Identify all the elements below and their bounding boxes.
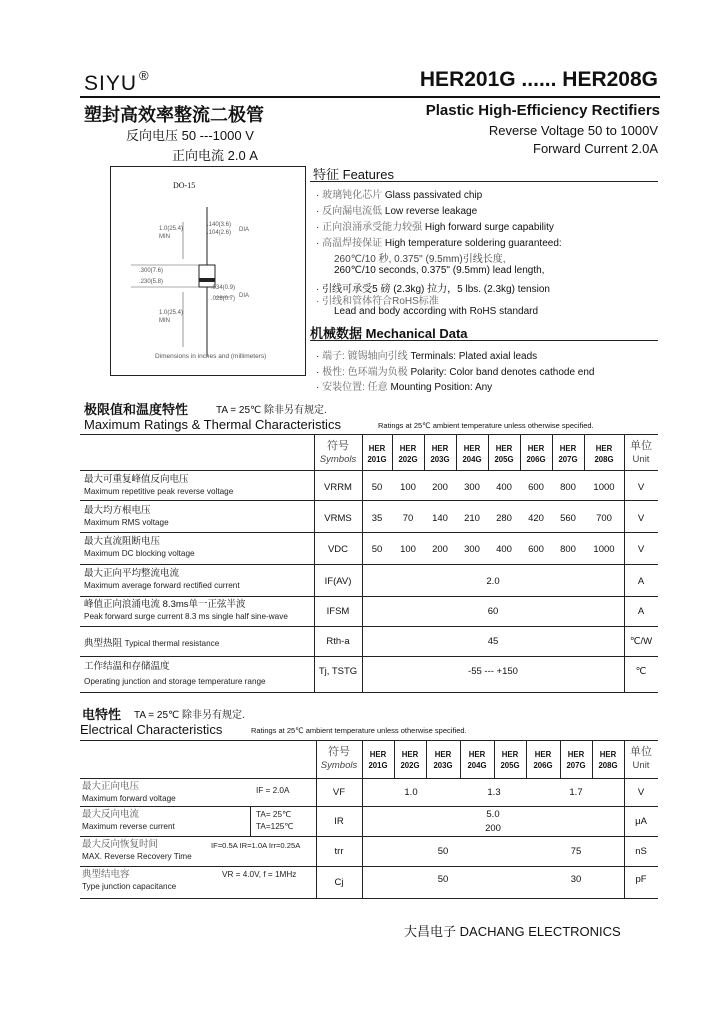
part-header: HER 206G <box>526 444 546 464</box>
value-cell: -55 --- +150 <box>468 666 518 677</box>
unit-cell: pF <box>635 874 647 885</box>
value-cell: 75 <box>570 846 582 857</box>
unit-header: 单位 Unit <box>630 746 652 771</box>
value-cell: 700 <box>596 513 612 524</box>
symbol-cell: VDC <box>327 544 349 555</box>
feature-item: · 正向浪涌承受能力较强 High forward surge capability <box>316 222 554 233</box>
value-cell: 300 <box>464 482 480 493</box>
value-cell: 1.0 <box>404 787 418 798</box>
forward-current-cn: 正向电流 2.0 A <box>172 148 258 163</box>
mech-item: · 端子: 镀锡轴向引线 Terminals: Plated axial leads <box>316 351 538 362</box>
value-cell: 45 <box>487 636 499 647</box>
value-cell: 280 <box>496 513 512 524</box>
feature-solder-cn: 260℃/10 秒, 0.375" (9.5mm)引线长度, <box>334 254 506 265</box>
value-cell: 2.0 <box>486 576 500 587</box>
value-cell: 300 <box>464 544 480 555</box>
max-title-en: Maximum Ratings & Thermal Characteristics <box>84 417 341 432</box>
condition-cell: IF=0.5A IR=1.0A Irr=0.25A <box>211 841 301 850</box>
value-cell: 800 <box>560 544 576 555</box>
symbol-cell: IR <box>334 816 344 827</box>
value-cell: 100 <box>400 482 416 493</box>
unit-cell: V <box>637 482 645 493</box>
table-row-label: 峰值正向浪涌电流 8.3ms单一正弦半波 Peak forward surge current 8.3 ms single half sine-wave <box>84 599 288 621</box>
condition-cell: IF = 2.0A <box>256 786 290 795</box>
symbol-cell: IFSM <box>326 606 350 617</box>
table-row-label: 最大正向电压 Maximum forward voltage <box>82 781 176 803</box>
value-cell: 5.0 200 <box>485 809 501 834</box>
mech-item: · 安装位置: 任意 Mounting Position: Any <box>316 382 493 393</box>
part-header: HER 208G <box>598 750 618 770</box>
part-header: HER 204G <box>462 444 482 464</box>
feature-rohs-cn: · 引线和管体符合RoHS标准 <box>316 296 439 307</box>
value-cell: 400 <box>496 544 512 555</box>
reverse-voltage-cn: 反向电压 50 ---1000 V <box>126 128 254 143</box>
value-cell: 600 <box>528 482 544 493</box>
dim-lead-dia: .034(0.9) .028(0.7) <box>211 285 236 302</box>
unit-cell: V <box>637 513 645 524</box>
symbol-cell: VRMS <box>324 513 352 524</box>
unit-cell: μA <box>635 816 647 827</box>
title-en: Plastic High-Efficiency Rectifiers <box>425 102 660 119</box>
table-row-label: 最大直流阻断电压 Maximum DC blocking voltage <box>84 536 195 558</box>
max-ta-cn: TA = 25℃ 除非另有规定. <box>216 405 327 416</box>
feature-solder-en: 260℃/10 seconds, 0.375" (9.5mm) lead length, <box>334 265 545 276</box>
unit-cell: A <box>637 576 645 587</box>
unit-cell: nS <box>635 846 647 857</box>
unit-cell: V <box>637 787 645 798</box>
package-name: DO-15 <box>173 181 196 190</box>
dim-body-dia: .140(3.6) .104(2.6) <box>207 222 232 236</box>
table-row-label: 典型结电容 Type junction capacitance <box>82 869 177 891</box>
part-header: HER 206G <box>533 750 553 770</box>
unit-cell: V <box>637 544 645 555</box>
part-header: HER 205G <box>500 750 520 770</box>
value-cell: 35 <box>371 513 383 524</box>
table-row-label: 最大正向平均整流电流 Maximum average forward rectified current <box>84 568 240 590</box>
symbol-cell: VF <box>332 787 346 798</box>
value-cell: 100 <box>400 544 416 555</box>
value-cell: 50 <box>371 482 383 493</box>
elec-ta-cn: TA = 25℃ 除非另有规定. <box>134 710 245 721</box>
mech-item: · 极性: 色环端为负极 Polarity: Color band denotes cathode end <box>316 367 595 378</box>
part-header: HER 207G <box>558 444 578 464</box>
brand-logo: SIYU ® <box>84 68 150 95</box>
symbol-cell: trr <box>334 846 344 857</box>
part-header: HER 203G <box>433 750 453 770</box>
value-cell: 1000 <box>593 482 615 493</box>
package-diagram <box>110 166 306 376</box>
unit-header: 单位 Unit <box>630 440 652 465</box>
electrical-table <box>80 740 658 900</box>
part-header: HER 201G <box>367 444 387 464</box>
dim-body-length: .300(7.6) .230(5.8) <box>139 268 164 285</box>
condition-cell: TA= 25℃ TA=125℃ <box>256 810 294 831</box>
symbol-cell: Cj <box>334 877 344 888</box>
part-header: HER 202G <box>398 444 418 464</box>
symbols-header: 符号 Symbols <box>320 746 358 771</box>
forward-current-en: Forward Current 2.0A <box>533 141 658 156</box>
part-header: HER 207G <box>566 750 586 770</box>
dim-lead-length-2: 1.0(25.4) MIN <box>159 310 184 324</box>
feature-item: · 反向漏电流低 Low reverse leakage <box>316 206 478 217</box>
symbol-cell: Tj, TSTG <box>318 666 358 677</box>
value-cell: 30 <box>570 874 582 885</box>
part-header: HER 202G <box>400 750 420 770</box>
table-row-label: 最大可重复峰值反向电压 Maximum repetitive peak reverse voltage <box>84 474 234 496</box>
table-row-label: 最大反向恢复时间 MAX. Reverse Recovery Time <box>82 839 192 861</box>
value-cell: 560 <box>560 513 576 524</box>
max-title-cn: 极限值和温度特性 <box>84 402 189 417</box>
dim-body-dia-unit: DIA <box>239 227 250 233</box>
value-cell: 400 <box>496 482 512 493</box>
title-cn: 塑封高效率整流二极管 <box>84 105 264 125</box>
footer-company: 大昌电子 DACHANG ELECTRONICS <box>404 924 621 939</box>
dim-lead-dia-unit: DIA <box>239 293 250 299</box>
value-cell: 1000 <box>593 544 615 555</box>
part-header: HER 208G <box>594 444 614 464</box>
table-row-label: 工作结温和存储温度 Operating junction and storage temperature range <box>84 661 266 686</box>
value-cell: 210 <box>464 513 480 524</box>
value-cell: 1.7 <box>569 787 583 798</box>
part-number-title: HER201G ...... HER208G <box>419 68 658 91</box>
unit-cell: ℃ <box>635 666 647 677</box>
part-header: HER 204G <box>467 750 487 770</box>
elec-title-cn: 电特性 <box>82 707 122 722</box>
value-cell: 50 <box>371 544 383 555</box>
symbol-cell: IF(AV) <box>324 576 352 587</box>
max-note-en: Ratings at 25℃ ambient temperature unless otherwise specified. <box>378 421 594 430</box>
value-cell: 420 <box>528 513 544 524</box>
feature-item: · 高温焊接保证 High temperature soldering guaranteed: <box>316 238 562 249</box>
value-cell: 200 <box>432 482 448 493</box>
symbol-cell: VRRM <box>324 482 352 493</box>
feature-rohs-en: Lead and body according with RoHS standard <box>334 306 539 317</box>
feature-item: · 玻璃钝化芯片 Glass passivated chip <box>316 190 483 201</box>
elec-title-en: Electrical Characteristics <box>80 722 223 737</box>
table-row-label: 典型热阻 Typical thermal resistance <box>84 638 220 649</box>
condition-cell: VR = 4.0V, f = 1MHz <box>222 870 297 879</box>
max-ratings-table <box>80 434 658 694</box>
value-cell: 60 <box>487 606 499 617</box>
dim-units-note: Dimensions in inches and (millimeters) <box>155 353 267 360</box>
reverse-voltage-en: Reverse Voltage 50 to 1000V <box>488 123 658 138</box>
part-header: HER 205G <box>494 444 514 464</box>
value-cell: 200 <box>432 544 448 555</box>
unit-cell: A <box>637 606 645 617</box>
value-cell: 600 <box>528 544 544 555</box>
value-cell: 1.3 <box>487 787 501 798</box>
mech-title: 机械数据 Mechanical Data <box>310 326 468 341</box>
symbol-cell: Rth-a <box>326 636 350 647</box>
symbols-header: 符号 Symbols <box>319 440 357 465</box>
value-cell: 800 <box>560 482 576 493</box>
unit-cell: ℃/W <box>629 636 653 647</box>
value-cell: 50 <box>437 874 449 885</box>
elec-note-en: Ratings at 25℃ ambient temperature unless otherwise specified. <box>251 726 467 735</box>
part-header: HER 203G <box>430 444 450 464</box>
table-row-label: 最大均方根电压 Maximum RMS voltage <box>84 505 169 527</box>
table-row-label: 最大反向电流 Maximum reverse current <box>82 809 175 831</box>
feature-tension: · 引线可承受5 磅 (2.3kg) 拉力，5 lbs. (2.3kg) tension <box>316 284 550 295</box>
features-title: 特征 Features <box>313 167 394 182</box>
value-cell: 50 <box>437 846 449 857</box>
value-cell: 70 <box>402 513 414 524</box>
value-cell: 140 <box>432 513 448 524</box>
part-header: HER 201G <box>368 750 388 770</box>
dim-lead-length: 1.0(25.4) MIN <box>159 226 184 240</box>
